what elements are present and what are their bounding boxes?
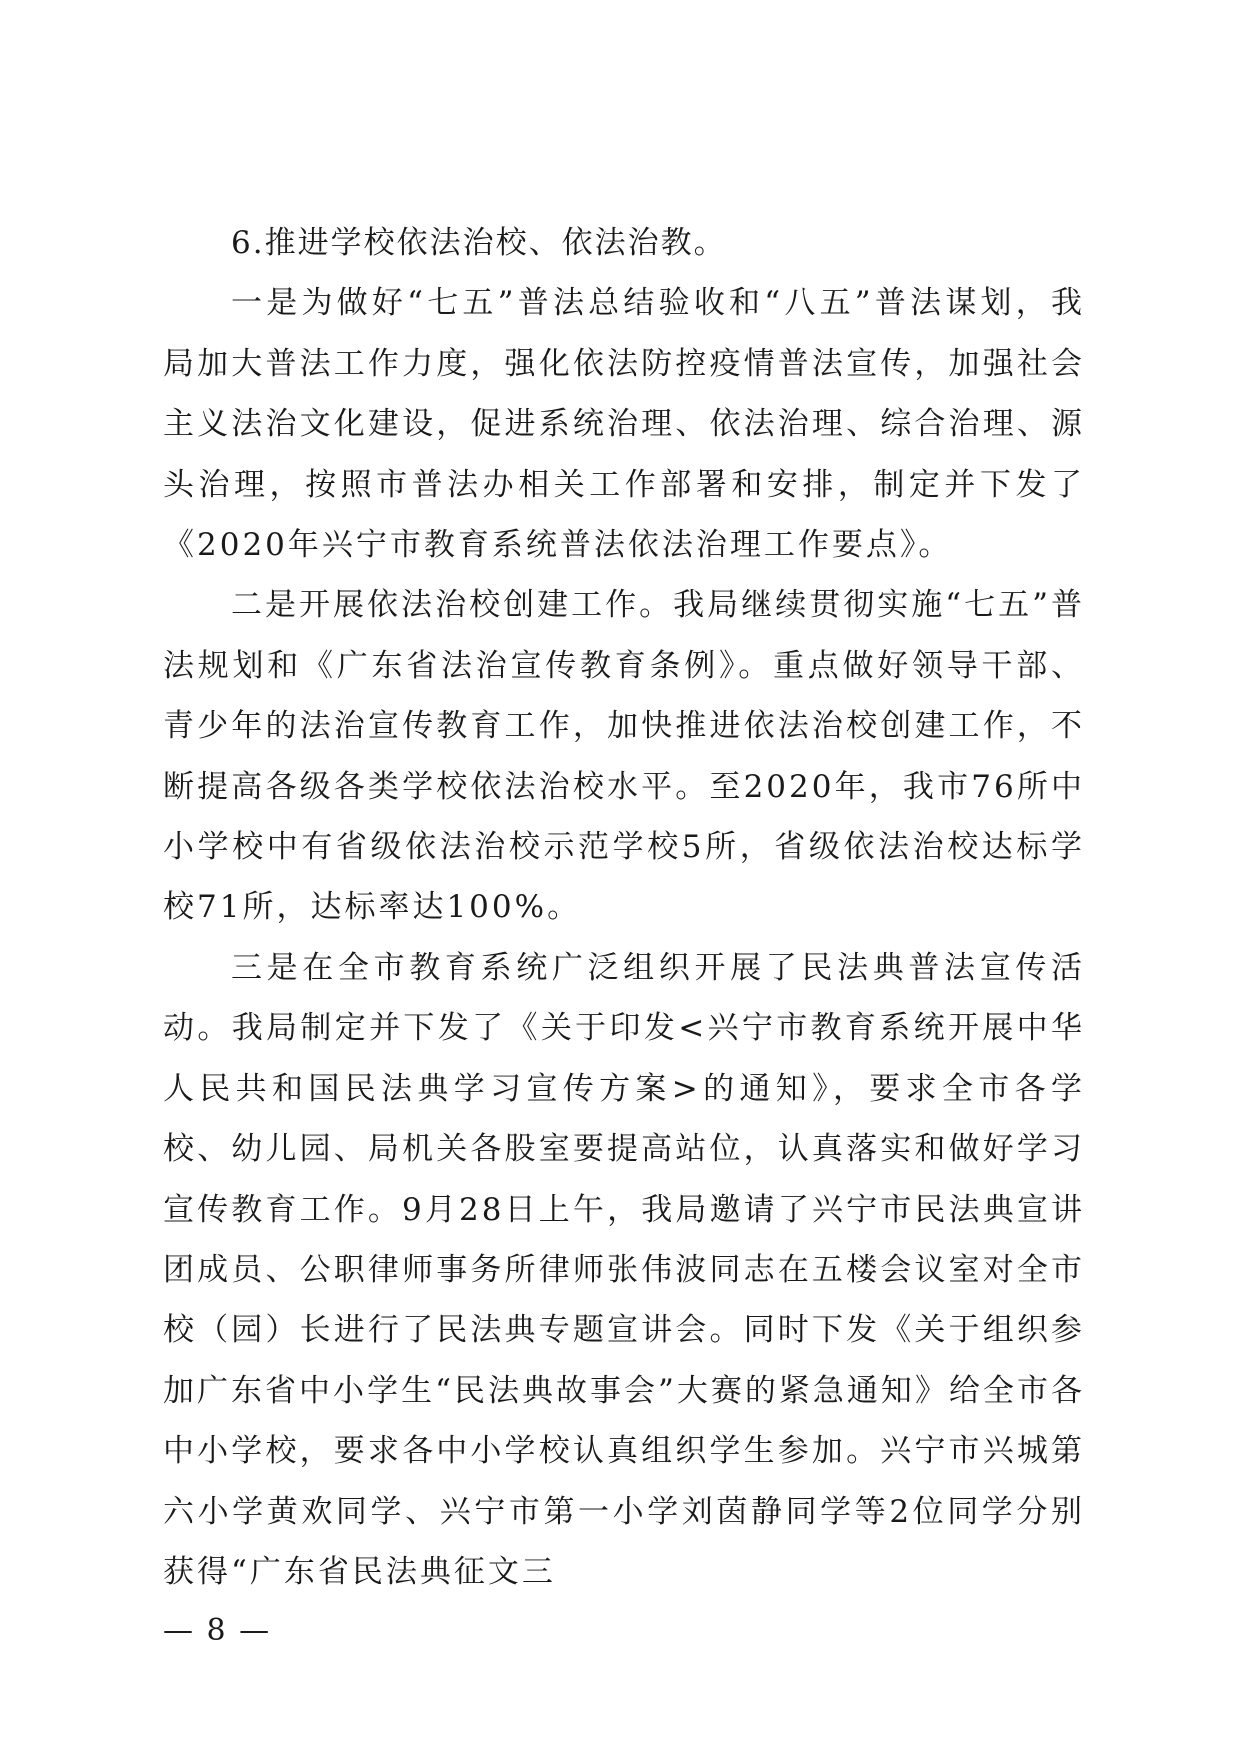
document-body xyxy=(163,213,1085,1602)
section-heading: 6.推进学校依法治校、依法治教。 xyxy=(231,225,727,261)
paragraph-3: 三是在全市教育系统广泛组织开展了民法典普法宣传活动。我局制定并下发了《关于印发<兴宁市教育系统开展中华人民共和国民法典学习宣传方案>的通知》，要求全市各学校、幼儿园、局机关各股室要提高站位，认真落实和做好学习宣传教育工作。9月28日上午，我局邀请了兴宁市民法典宣讲团成员、公职律师事务所律师张伟波同志在五楼会议室对全市校（园）长进行了民法典专题宣讲会。同时下发《关于组织参加广东省中小学生“民法典故事会”大赛的紧急通知》给全市各中小学校，要求各中小学校认真组织学生参加。兴宁市兴城第六小学黄欢同学、兴宁市第一小学刘茵静同学等2位同学分别获得“广东省民法典征文三 xyxy=(163,949,1085,1590)
paragraph-1: 一是为做好“七五”普法总结验收和“八五”普法谋划，我局加大普法工作力度，强化依法防控疫情普法宣传，加强社会主义法治文化建设，促进系统治理、依法治理、综合治理、源头治理，按照市普法办相关工作部署和安排，制定并下发了《2020年兴宁市教育系统普法依法治理工作要点》。 xyxy=(163,285,1085,564)
paragraph-2: 二是开展依法治校创建工作。我局继续贯彻实施“七五”普法规划和《广东省法治宣传教育条例》。重点做好领导干部、青少年的法治宣传教育工作，加快推进依法治校创建工作，不断提高各级各类学校依法治校水平。至2020年，我市76所中小学校中有省级依法治校示范学校5所，省级依法治校达标学校71所，达标率达100%。 xyxy=(163,587,1085,926)
page-number: — 8 — xyxy=(163,1613,272,1648)
